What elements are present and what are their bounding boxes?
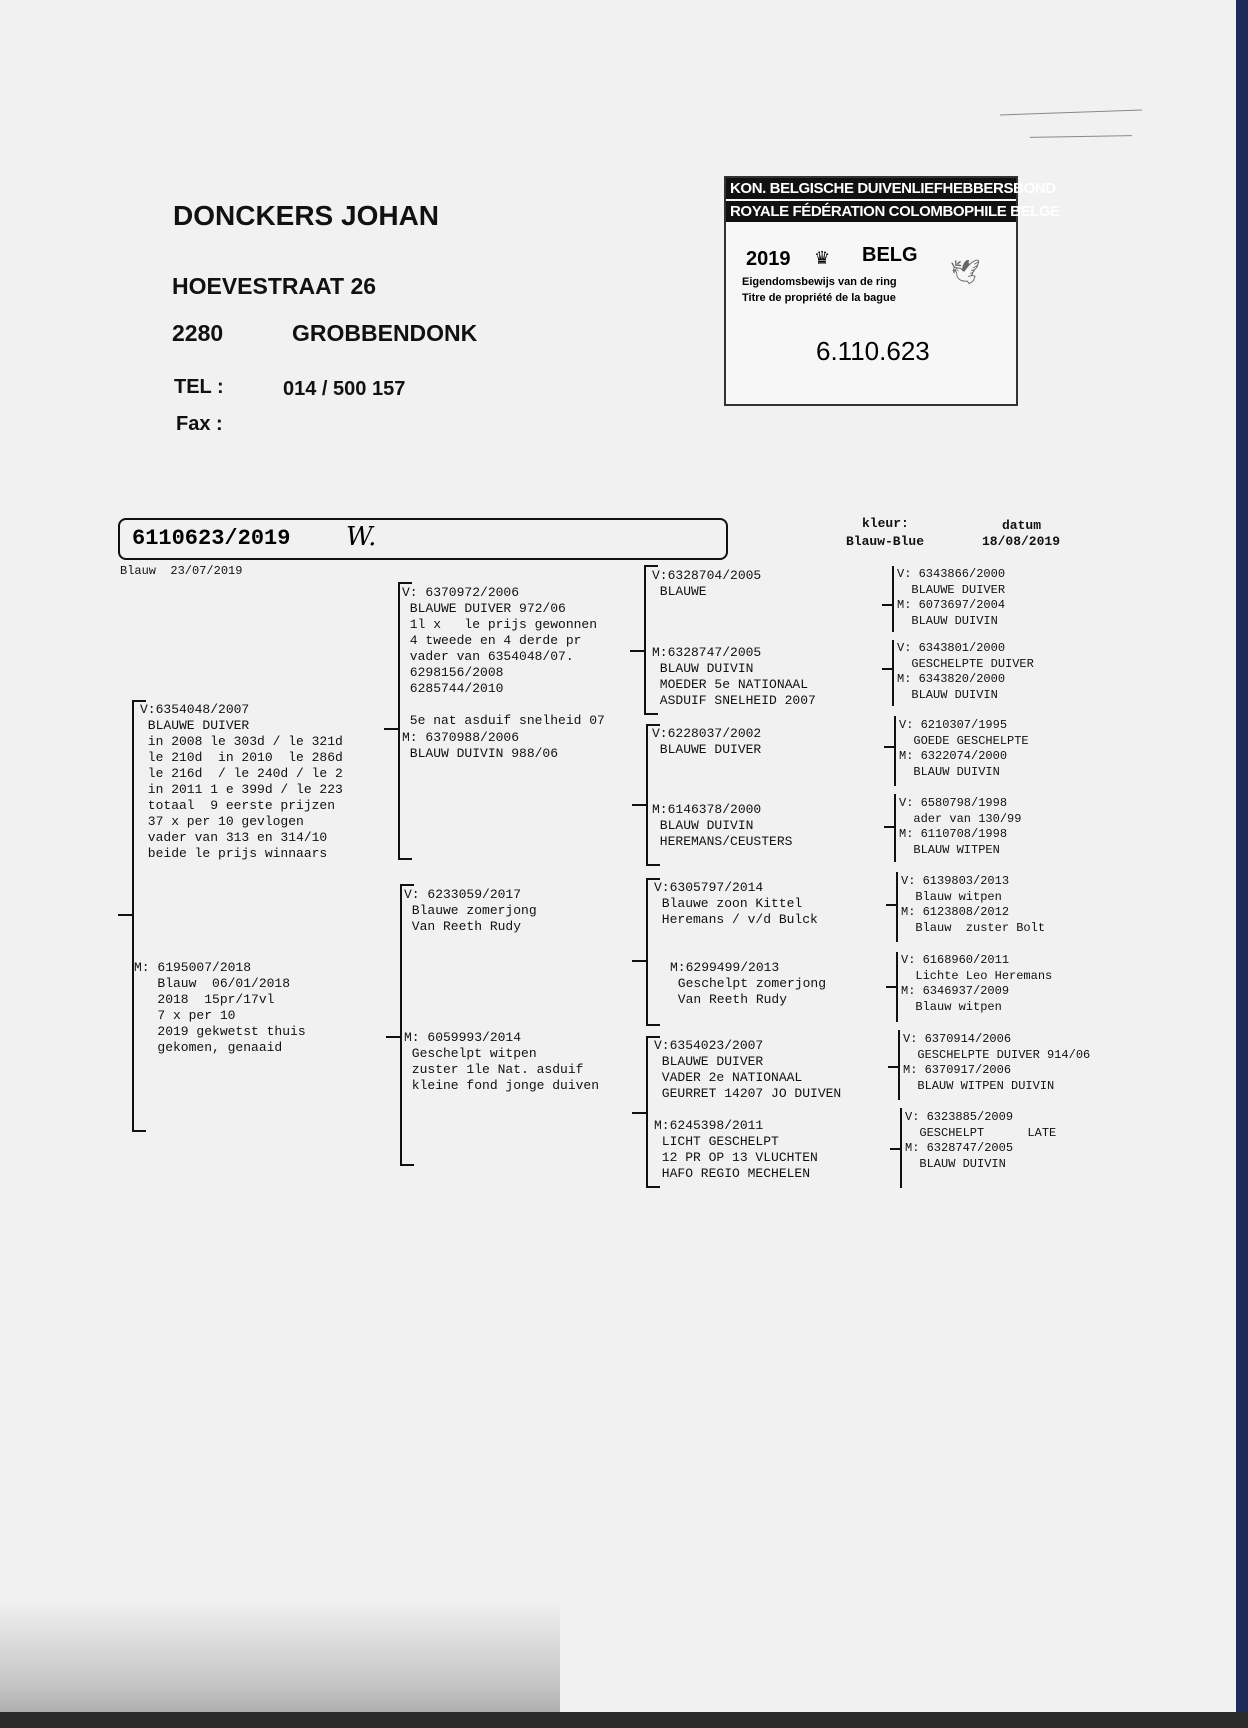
background-strip (0, 1712, 1248, 1728)
owner-postcode: 2280 (172, 320, 224, 346)
gen4-entry: V: 6580798/1998 ader van 130/99 M: 6110708/1998 BLAUW WITPEN (899, 796, 1022, 857)
handwritten-initial: W. (346, 522, 377, 552)
gen4-entry: V: 6343801/2000 GESCHELPTE DUIVER M: 6343820/2000 BLAUW DUIVIN (897, 641, 1034, 702)
background-edge (1236, 0, 1248, 1728)
colour-label: kleur: (862, 516, 909, 531)
stamp-text-nl: Eigendomsbewijs van de ring (742, 276, 897, 288)
bracket-tick (386, 1036, 400, 1038)
gen3-entry: M:6146378/2000 BLAUW DUIVIN HEREMANS/CEUSTERS (652, 802, 793, 849)
gen4-entry: V: 6210307/1995 GOEDE GESCHELPTE M: 6322074/2000 BLAUW DUIVIN (899, 718, 1029, 779)
gen3-entry: M:6328747/2005 BLAUW DUIVIN MOEDER 5e NATIONAAL ASDUIF SNELHEID 2007 (652, 645, 816, 708)
granddam-dam-side: M: 6059993/2014 Geschelpt witpen zuster 1le Nat. asduif kleine fond jonge duiven (404, 1030, 600, 1093)
bracket-tick (882, 668, 892, 670)
tel-number: 014 / 500 157 (283, 378, 406, 400)
ring-ownership-stamp (724, 176, 1060, 406)
bracket-tick (886, 904, 896, 906)
stamp-ring-number: 6.110.623 (816, 336, 930, 366)
bird-subline: Blauw 23/07/2019 (120, 564, 243, 578)
stamp-country: BELG (862, 244, 918, 266)
tel-label: TEL : (174, 376, 224, 398)
date-value: 18/08/2019 (982, 534, 1061, 549)
gen3-entry: M:6299499/2013 Geschelpt zomerjong Van Reeth Rudy (670, 960, 827, 1007)
bracket-tick (890, 1148, 900, 1150)
owner-street: HOEVESTRAAT 26 (172, 273, 377, 299)
pigeon-logo-icon: 🕊 (950, 259, 981, 286)
owner-city: GROBBENDONK (292, 320, 478, 346)
photo-shadow (0, 1600, 560, 1720)
bracket-tick (630, 650, 644, 652)
gen3-entry: V:6228037/2002 BLAUWE DUIVER (652, 726, 762, 757)
grandsire-dam-side: V: 6233059/2017 Blauwe zomerjong Van Reeth Rudy (404, 887, 537, 934)
gen4-entry: V: 6343866/2000 BLAUWE DUIVER M: 6073697/2004 BLAUW DUIVIN (897, 567, 1006, 628)
owner-name: DONCKERS JOHAN (173, 200, 440, 231)
bracket-tick (888, 1066, 898, 1068)
date-label: datum (1002, 518, 1042, 533)
bracket-tick (882, 604, 892, 606)
dam-entry: M: 6195007/2018 Blauw 06/01/2018 2018 15pr/17vl 7 x per 10 2019 gekwetst thuis gekomen, genaaid (134, 960, 306, 1055)
bracket-tick (632, 804, 646, 806)
bracket-tick (118, 914, 132, 916)
bracket-tick (884, 746, 894, 748)
gen3-entry: M:6245398/2011 LICHT GESCHELPT 12 PR OP 13 VLUCHTEN HAFO REGIO MECHELEN (654, 1118, 818, 1181)
granddam-sire-side: M: 6370988/2006 BLAUW DUIVIN 988/06 (402, 730, 559, 761)
bracket-tick (384, 728, 398, 730)
bracket-tick (886, 986, 896, 988)
crown-icon: ♛ (814, 248, 831, 268)
stamp-federation-nl: KON. BELGISCHE DUIVENLIEFHEBBERSBOND (726, 178, 1016, 199)
ring-number: 6110623/2019 (132, 526, 291, 551)
gen4-entry: V: 6370914/2006 GESCHELPTE DUIVER 914/06 M: 6370917/2006 BLAUW WITPEN DUIVIN (903, 1032, 1091, 1093)
bracket-tick (884, 826, 894, 828)
colour-value: Blauw-Blue (846, 534, 925, 549)
stamp-year: 2019 (746, 248, 791, 270)
gen4-entry: V: 6168960/2011 Lichte Leo Heremans M: 6346937/2009 Blauw witpen (901, 953, 1053, 1014)
gen3-entry: V:6328704/2005 BLAUWE (652, 568, 762, 599)
bracket-tick (632, 960, 646, 962)
sire-entry: V:6354048/2007 BLAUWE DUIVER in 2008 le 303d / le 321d le 210d in 2010 le 286d le 216d / le 240d / le 2 in 2011 1 e 399d / le 223 totaal 9 eerste prijzen 37 x per 10 gevlogen vader van 313 en 314/10 beide le prijs winnaars (140, 702, 343, 861)
gen4-entry: V: 6139803/2013 Blauw witpen M: 6123808/2012 Blauw zuster Bolt (901, 874, 1046, 935)
pen-line (1030, 135, 1132, 138)
stamp-text-fr: Titre de propriété de la bague (742, 292, 896, 304)
gen3-entry: V:6354023/2007 BLAUWE DUIVER VADER 2e NATIONAAL GEURRET 14207 JO DUIVEN (654, 1038, 842, 1101)
fax-label: Fax : (176, 413, 223, 435)
pen-line (1000, 110, 1142, 116)
bracket-tick (632, 1112, 646, 1114)
grandsire-sire-side: V: 6370972/2006 BLAUWE DUIVER 972/06 1l x le prijs gewonnen 4 tweede en 4 derde pr vader van 6354048/07. 6298156/2008 6285744/2010 5e nat asduif snelheid 07 (402, 585, 605, 728)
gen4-entry: V: 6323885/2009 GESCHELPT LATE M: 6328747/2005 BLAUW DUIVIN (905, 1110, 1057, 1171)
ring-number-box (118, 518, 728, 560)
stamp-federation-fr: ROYALE FÉDÉRATION COLOMBOPHILE BELGE (726, 201, 1016, 222)
gen3-entry: V:6305797/2014 Blauwe zoon Kittel Heremans / v/d Bulck (654, 880, 818, 927)
